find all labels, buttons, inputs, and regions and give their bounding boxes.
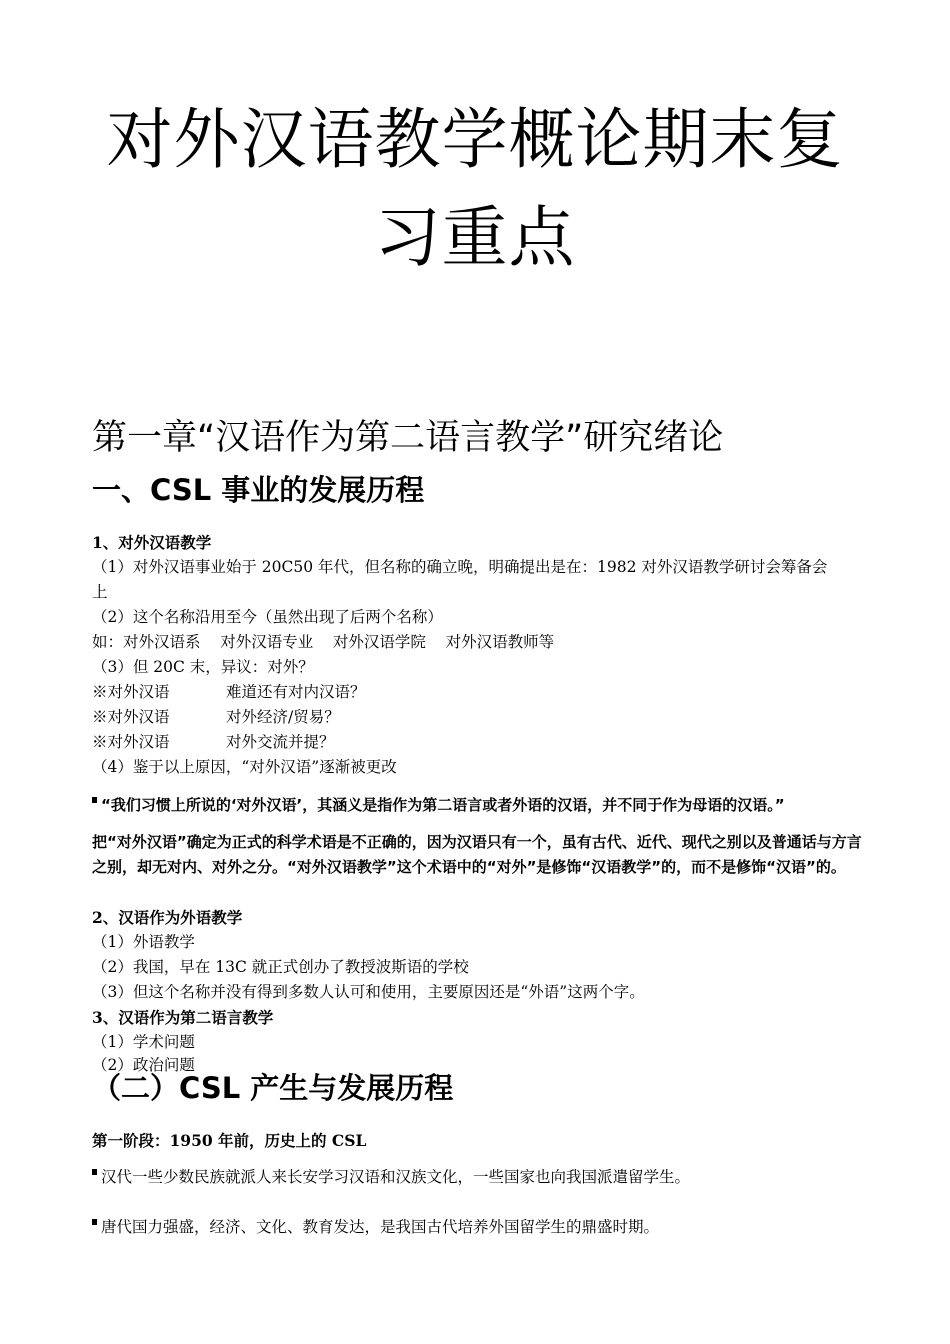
document-title-line-1: 对外汉语教学概论期末复 xyxy=(106,101,844,178)
paragraph-1-line-1: （1）对外汉语事业始于 20C50 年代，但名称的确立晚，明确提出是在：1982 对外汉语教学研讨会筹备会 xyxy=(92,558,828,576)
objection-question: 对外经济/贸易？ xyxy=(226,708,340,726)
paragraph-4: （4）鉴于以上原因，“对外汉语”逐渐被更改 xyxy=(92,758,397,776)
bullet-text: 汉代一些少数民族就派人来长安学习汉语和汉族文化，一些国家也向我国派遣留学生。 xyxy=(101,1168,691,1186)
section-heading-2: （二）CSL 产生与发展历程 xyxy=(92,1071,454,1105)
document-title-line-2: 习重点 xyxy=(374,199,576,276)
paragraph-1-line-2: 上 xyxy=(92,583,108,601)
objection-row xyxy=(92,730,872,755)
paragraph-2-examples: 如：对外汉语系 对外汉语专业 对外汉语学院 对外汉语教师等 xyxy=(92,633,555,651)
s2-paragraph-3: （3）但这个名称并没有得到多数人认可和使用，主要原因还是“外语”这两个字。 xyxy=(92,983,645,1001)
s3-paragraph-1: （1）学术问题 xyxy=(92,1033,195,1051)
subsection-heading-3: 3、汉语作为第二语言教学 xyxy=(92,1008,274,1027)
bullet-item xyxy=(92,1215,872,1240)
subsection-heading-2: 2、汉语作为外语教学 xyxy=(92,908,243,927)
bullet-item xyxy=(92,1165,872,1190)
objection-term: ※对外汉语 xyxy=(92,683,170,701)
objection-row xyxy=(92,680,872,705)
chapter-heading: 第一章“汉语作为第二语言教学”研究绪论 xyxy=(92,418,724,458)
objection-question: 对外交流并提？ xyxy=(226,733,335,751)
s2-paragraph-2: （2）我国，早在 13C 就正式创办了教授波斯语的学校 xyxy=(92,958,469,976)
square-bullet-icon xyxy=(92,797,97,803)
objection-term: ※对外汉语 xyxy=(92,708,170,726)
square-bullet-icon xyxy=(92,1169,97,1175)
objection-term: ※对外汉语 xyxy=(92,733,170,751)
stage-heading-1: 第一阶段：1950 年前，历史上的 CSL xyxy=(92,1131,367,1150)
s3-paragraph-2: （2）政治问题 xyxy=(92,1056,195,1074)
objection-row xyxy=(92,705,872,730)
subsection-heading-1: 1、对外汉语教学 xyxy=(92,533,212,552)
square-bullet-icon xyxy=(92,1219,97,1225)
quote-1-text: “我们习惯上所说的‘对外汉语’，其涵义是指作为第二语言或者外语的汉语，并不同于作为母语的汉语。” xyxy=(101,796,785,814)
paragraph-2: （2）这个名称沿用至今（虽然出现了后两个名称） xyxy=(92,608,443,626)
objection-question: 难道还有对内汉语？ xyxy=(226,683,366,701)
paragraph-3: （3）但 20C 末，异议：对外？ xyxy=(92,658,314,676)
section-heading-1: 一、CSL 事业的发展历程 xyxy=(92,473,425,507)
quote-paragraph-1 xyxy=(92,793,868,818)
s2-paragraph-1: （1）外语教学 xyxy=(92,933,195,951)
bullet-text: 唐代国力强盛，经济、文化、教育发达，是我国古代培养外国留学生的鼎盛时期。 xyxy=(101,1218,660,1236)
quote-paragraph-2: 把“对外汉语”确定为正式的科学术语是不正确的，因为汉语只有一个，虽有古代、近代、现代之别以及普通话与方言之别，却无对内、对外之分。“对外汉语教学”这个术语中的“对外”是修饰“汉语教学”的，而不是修饰“汉语”的。 xyxy=(92,833,862,876)
